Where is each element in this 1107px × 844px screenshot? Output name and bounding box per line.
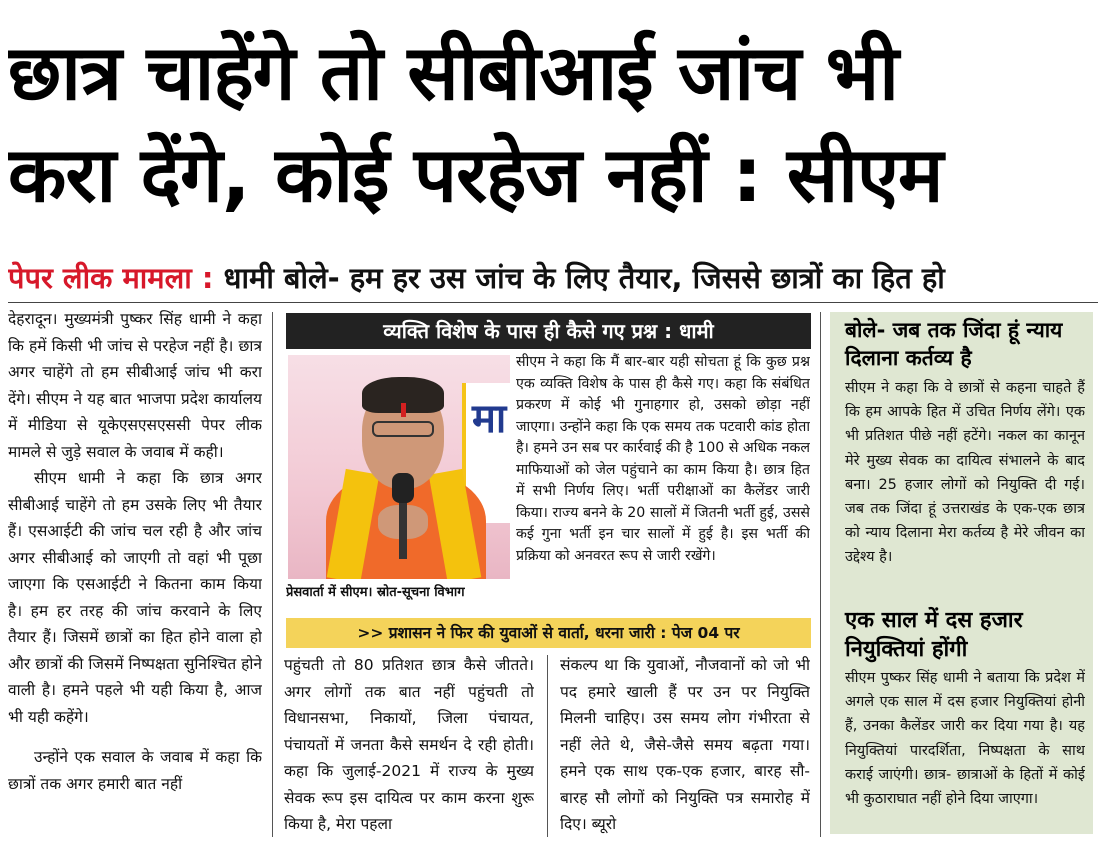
col3-bottom-paragraph: संकल्प था कि युवाओं, नौजवानों को जो भी पद हमारे खाली हैं पर उन पर नियुक्ति मिलनी चाहिए। उस समय लोग गंभीरता से नहीं लेते थे, जैसे-जैसे समय बढ़ता गया। हमने एक साथ एक-एक हजार, बारह सौ-बारह सौ लोगों को नियुक्ति पत्र समारोह में दिए। ब्यूरो xyxy=(560,656,810,833)
sidebar-body-2: सीएम पुष्कर सिंह धामी ने बताया कि प्रदेश में अगले एक साल में दस हजार नियुक्तियां होनी हैं, उनका कैलेंडर जारी कर दिया गया है। यह नियुक्तियां पारदर्शिता, निष्पक्षता के साथ कराई जाएंगी। छात्र- छात्राओं के हितों में कोई भी कुठाराघात नहीं होने दिया जाएगा। xyxy=(845,670,1085,808)
sidebar-heading-1: बोले- जब तक जिंदा हूं न्याय दिलाना कर्तव्य है xyxy=(845,318,1063,370)
headline-line-1: छात्र चाहेंगे तो सीबीआई जांच भी xyxy=(8,28,898,117)
column-rule-3 xyxy=(820,312,821,837)
column-3-bottom xyxy=(560,652,810,838)
column-2-bottom xyxy=(284,652,534,838)
kicker-label: पेपर लीक मामला : xyxy=(8,261,214,295)
headline-line-2: करा देंगे, कोई परहेज नहीं : सीएम xyxy=(8,130,943,219)
column-1 xyxy=(8,306,262,838)
subhead-bar: व्यक्ति विशेष के पास ही कैसे गए प्रश्न : धामी xyxy=(286,313,811,349)
column-rule-2 xyxy=(547,655,548,837)
col1-paragraph-2: सीएम धामी ने कहा कि छात्र अगर सीबीआई चाहेंगे तो हम उसके लिए भी तैयार हैं। एसआईटी की जांच चल रही है और जांच अगर सीबीआई को जाएगी तो वहां भी पूछा जाएगा कि एसआईटी ने कितना काम किया है। हम हर तरह की जांच करवाने के लिए तैयार हैं। जिसमें छात्रों का हित होने वाला हो और छात्रों की जिसमें निष्पक्षता सुनिश्चित होने वाली है। हमने पहले भी यही किया है, आज भी यही कहेंगे। xyxy=(8,469,262,726)
headline xyxy=(8,22,1098,226)
sidebar-heading-2: एक साल में दस हजार नियुक्तियां होंगी xyxy=(845,608,1023,662)
column-rule-1 xyxy=(272,312,273,837)
divider-top xyxy=(8,302,1098,303)
related-story-link[interactable]: >> प्रशासन ने फिर की युवाओं से वार्ता, धरना जारी : पेज 04 पर xyxy=(286,618,811,648)
photo-caption: प्रेसवार्ता में सीएम। स्रोत-सूचना विभाग xyxy=(286,585,465,600)
col2-bottom-paragraph: पहुंचती तो 80 प्रतिशत छात्र कैसे जीतते। अगर लोगों तक बात नहीं पहुंचती तो विधानसभा, निकायों, जिला पंचायत, पंचायतों में जनता कैसे समर्थन दे रही होती। कहा कि जुलाई-2021 में राज्य के मुख्य सेवक रूप इस दायित्व पर काम करना शुरू किया है, मेरा पहला xyxy=(284,656,534,833)
col1-paragraph-1: देहरादून। मुख्यमंत्री पुष्कर सिंह धामी ने कहा कि हमें किसी भी जांच से परहेज नहीं है। छात्र अगर चाहेंगे तो हम सीबीआई जांच भी करा देंगे। सीएम ने यह बात भाजपा प्रदेश कार्यालय में मीडिया से यूकेएसएसएससी पेपर लीक मामले से जुड़े सवाल के जवाब में कही। xyxy=(8,310,262,461)
col2-top-paragraph: सीएम ने कहा कि मैं बार-बार यही सोचता हूं कि कुछ प्रश्न एक व्यक्ति विशेष के पास ही कैसे गए। कहा कि संबंधित प्रकरण में कोई भी गुनाहगार हो, उसको छोड़ा नहीं जाएगा। उन्होंने कहा कि एक समय तक पटवारी कांड होता है। हमने उन सब पर कार्रवाई की है 100 से अधिक नकल माफियाओं को जेल पहुंचाने का काम किया है। छात्र हित में सभी निर्णय लिए। भर्ती परीक्षाओं का कैलेंडर जारी किया। राज्य बनने के 20 सालों में जितनी भर्ती हुई, उससे कई गुना भर्ती इन चार सालों में हुई है। इस भर्ती की प्रक्रिया को अनवरत रूप से जारी रखेंगे। xyxy=(516,354,810,564)
cm-photo xyxy=(288,355,510,579)
sidebar-body-1: सीएम ने कहा कि वे छात्रों से कहना चाहते हैं कि हम आपके हित में उचित निर्णय लेंगे। एक भी प्रतिशत पीछे नहीं हटेंगे। नकल का कानून मेरे मुख्य सेवक का दायित्व संभालने के बाद बना। 25 हजार लोगों को नियुक्ति दी गई। जब तक जिंदा हूं उत्तराखंड के एक-एक छात्र को न्याय दिलाना मेरा कर्तव्य है मेरे जीवन का उद्देश्य है। xyxy=(845,380,1085,566)
column-2-top xyxy=(516,352,810,610)
microphone-icon xyxy=(392,473,414,503)
col1-paragraph-3: उन्होंने एक सवाल के जवाब में कहा कि छात्रों तक अगर हमारी बात नहीं xyxy=(8,748,262,793)
kicker-text: धामी बोले- हम हर उस जांच के लिए तैयार, जिससे छात्रों का हित हो xyxy=(223,261,945,295)
kicker xyxy=(8,258,1098,297)
photo-banner: मा xyxy=(462,383,510,523)
